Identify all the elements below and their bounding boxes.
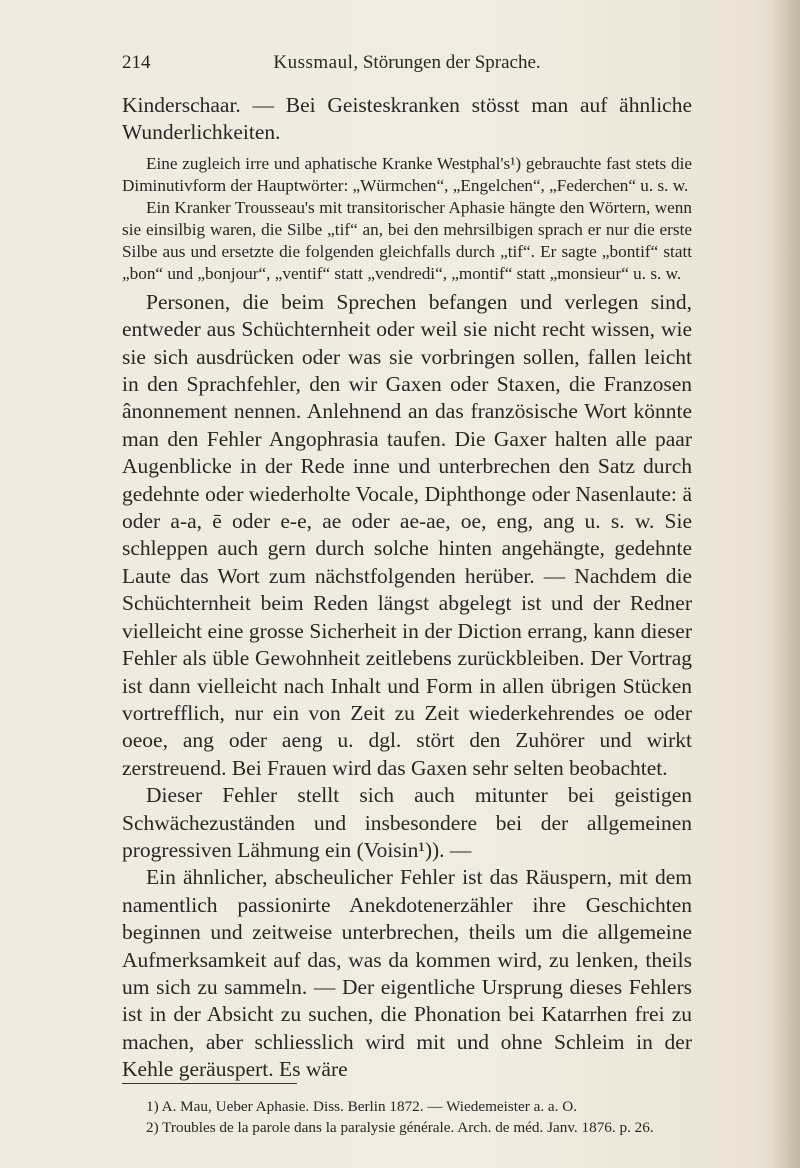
body-text xyxy=(122,92,692,1084)
footnote-2: 2) Troubles de la parole dans la paralysie générale. Arch. de méd. Janv. 1876. p. 26. xyxy=(146,1119,654,1136)
footnotes xyxy=(122,1096,692,1138)
paragraph-1: Kinderschaar. — Bei Geisteskranken stösst man auf ähnliche Wunderlichkeiten. xyxy=(122,93,692,145)
footnote-1: 1) A. Mau, Ueber Aphasie. Diss. Berlin 1872. — Wiedemeister a. a. O. xyxy=(146,1098,578,1115)
paragraph-5: Dieser Fehler stellt sich auch mitunter bei geistigen Schwächezuständen und insbesondere bei der allgemeinen progressiven Lähmung ein (Voisin¹)). — xyxy=(122,783,692,862)
footnote-divider xyxy=(122,1083,297,1084)
paragraph-6: Ein ähnlicher, abscheulicher Fehler ist das Räuspern, mit dem namentlich passionirte Anekdotenerzähler ihre Geschichten beginnen und zeitweise unterbrechen, theils um die allgemeine Aufmerksamkeit auf das, was da kommen wird, zu lenken, theils um sich zu sammeln. — Der eigentliche Ursprung dieses Fehlers ist in der Absicht zu suchen, die Phonation bei Katarrhen frei zu machen, aber schliesslich wird mit und ohne Schleim in der Kehle geräuspert. Es wäre xyxy=(122,865,692,1082)
page-number: 214 xyxy=(122,52,151,73)
page-edge-shadow xyxy=(772,0,800,1168)
paragraph-4: Personen, die beim Sprechen befangen und verlegen sind, entweder aus Schüchternheit oder weil sie nicht recht wissen, wie sie sich ausdrücken oder was sie vorbringen sollen, fallen leicht in den Sprachfehler, den wir Gaxen oder Staxen, die Franzosen ânonnement nennen. Anlehnend an das französische Wort könnte man den Fehler Angophrasia taufen. Die Gaxer halten alle paar Augenblicke in der Rede inne und unterbrechen den Satz durch gedehnte oder wiederholte Vocale, Diphthonge oder Nasenlaute: ä oder a-a, ē oder e-e, ae oder ae-ae, oe, eng, ang u. s. w. Sie schleppen auch gern durch solche hinten angehängte, gedehnte Laute das Wort zum nächstfolgenden herüber. — Nachdem die Schüchternheit beim Reden längst abgelegt ist und der Redner vielleicht eine grosse Sicherheit in der Diction errang, kann dieser Fehler als üble Gewohnheit zeitlebens zurückbleiben. Der Vortrag ist dann vielleicht nach Inhalt und Form in allen übrigen Stücken vortrefflich, nur ein von Zeit zu Zeit wiederkehrendes oe oder oeoe, ang oder aeng u. dgl. stört den Zuhörer und wirkt zerstreuend. Bei Frauen wird das Gaxen sehr selten beobachtet. xyxy=(122,289,692,780)
running-title-author: Kussmaul xyxy=(273,52,354,73)
paragraph-3: Ein Kranker Trousseau's mit transitorischer Aphasie hängte den Wörtern, wenn sie einsilbig waren, die Silbe „tif“ an, bei den mehrsilbigen sprach er nur die erste Silbe aus und ersetzte die folgenden gleichfalls durch „tif“. Er sagte „bontif“ statt „bon“ und „bonjour“, „ventif“ statt „vendredi“, „montif“ statt „monsieur“ u. s. w. xyxy=(122,197,692,283)
running-title-rest: , Störungen der Sprache. xyxy=(353,52,541,73)
paragraph-2: Eine zugleich irre und aphatische Kranke Westphal's¹) gebrauchte fast stets die Diminutivform der Hauptwörter: „Würmchen“, „Engelchen“, „Federchen“ u. s. w. xyxy=(122,153,692,195)
running-title xyxy=(122,52,692,74)
running-header xyxy=(122,52,692,78)
